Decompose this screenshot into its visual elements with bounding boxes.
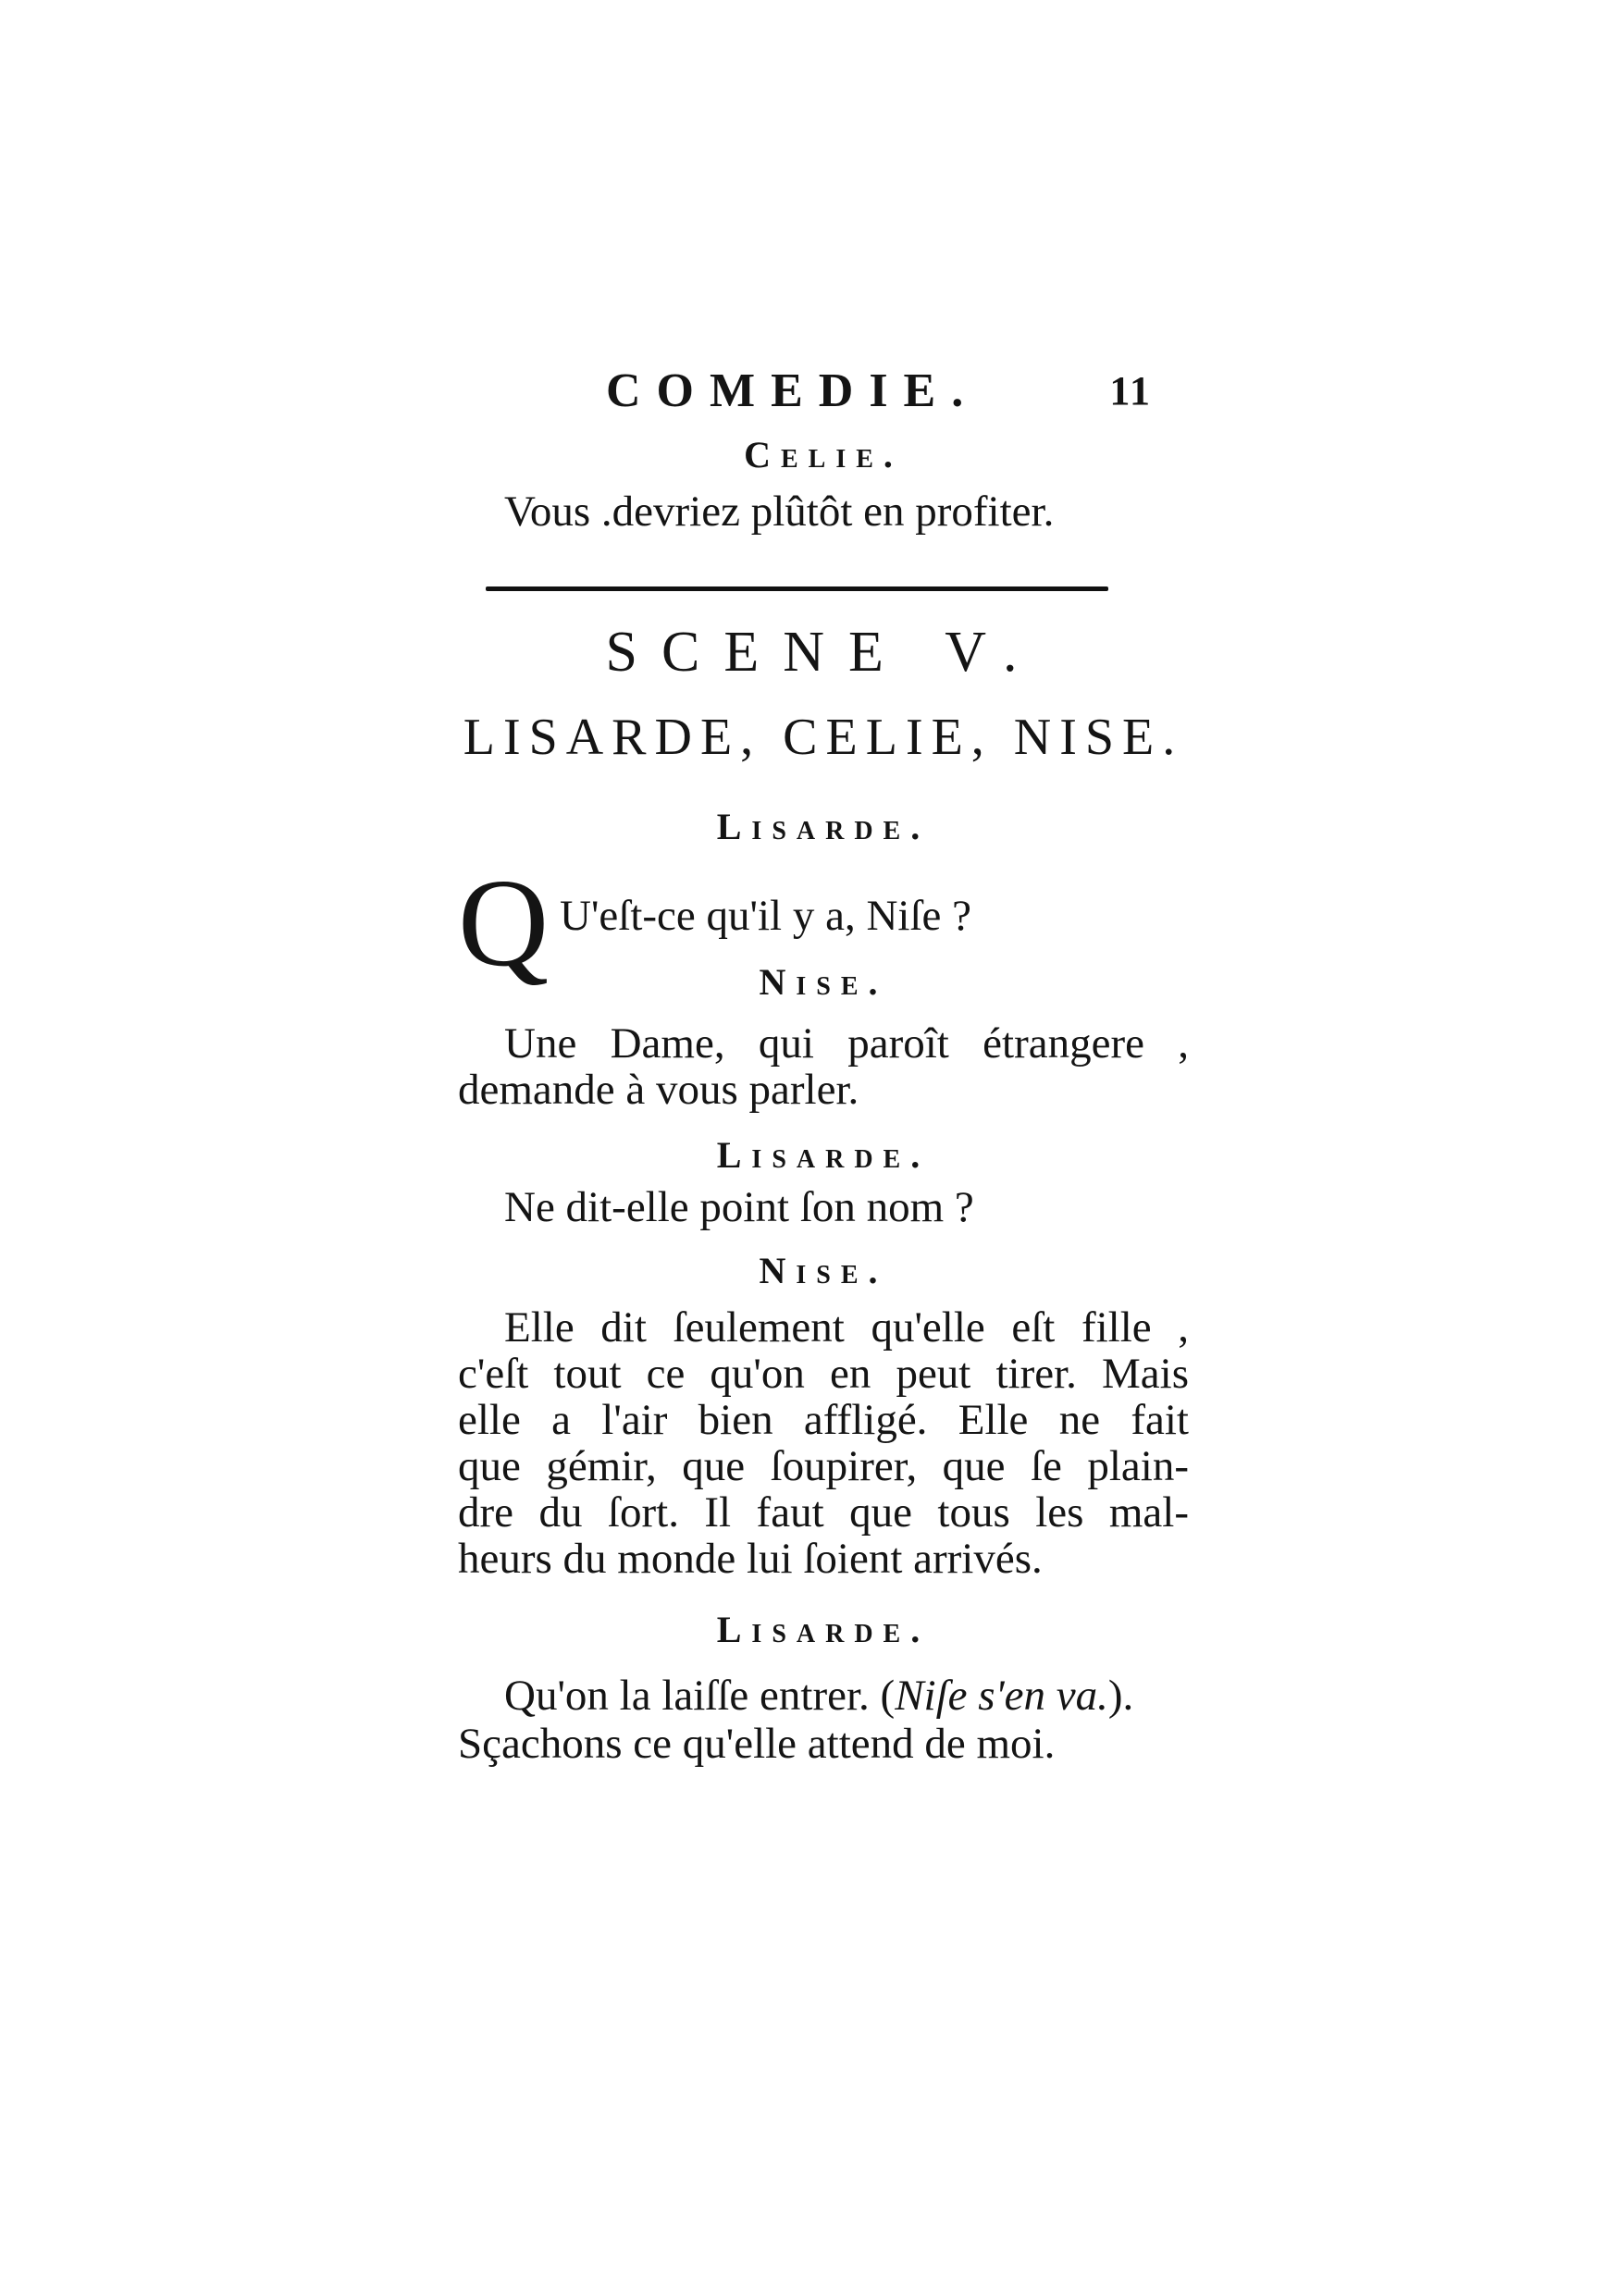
speaker-celie: Celie. <box>744 434 903 475</box>
speech-line: Ne dit-elle point ſon nom ? <box>504 1183 974 1231</box>
speech-line: elle a l'air bien affligé. Elle ne fait <box>458 1396 1189 1444</box>
speech-line: Vous .devriez plûtôt en profiter. <box>504 488 1055 536</box>
speaker-lisarde: Lisarde. <box>716 1134 931 1176</box>
speaker-lisarde: Lisarde. <box>716 1609 931 1650</box>
speech-line: demande à vous parler. <box>458 1066 859 1114</box>
drop-capital: Q <box>458 854 550 993</box>
section-rule <box>486 586 1108 591</box>
speech-line-with-stage-direction <box>458 1673 1189 1719</box>
text-column <box>458 0 1189 2296</box>
speaker-nise: Nise. <box>759 961 888 1003</box>
speech-line: dre du ſort. Il faut que tous les mal- <box>458 1488 1189 1537</box>
speaker-lisarde: Lisarde. <box>716 806 931 847</box>
speech-line: Sçachons ce qu'elle attend de moi. <box>458 1720 1056 1768</box>
stage-direction: Niſe s'en va. <box>895 1672 1108 1720</box>
speech-line: U'eſt-ce qu'il y a, Niſe ? <box>560 892 971 940</box>
speaker-nise: Nise. <box>759 1250 888 1291</box>
speech-text: Qu'on la laiſſe entrer. ( <box>504 1672 896 1720</box>
speech-line: heurs du monde lui ſoient arrivés. <box>458 1535 1043 1583</box>
scene-title: SCENE V. <box>605 621 1042 684</box>
cast-list: LISARDE, CELIE, NISE. <box>463 709 1184 766</box>
speech-line: Elle dit ſeulement qu'elle eſt fille , <box>504 1303 1189 1352</box>
page-number: 11 <box>1109 368 1152 414</box>
running-title: COMEDIE. <box>606 364 980 417</box>
speech-line: c'eſt tout ce qu'on en peut tirer. Mais <box>458 1350 1189 1398</box>
speech-line: Une Dame, qui paroît étrangere , <box>504 1019 1189 1068</box>
speech-text: ). <box>1107 1672 1134 1720</box>
speech-line: que gémir, que ſoupirer, que ſe plain- <box>458 1442 1189 1490</box>
